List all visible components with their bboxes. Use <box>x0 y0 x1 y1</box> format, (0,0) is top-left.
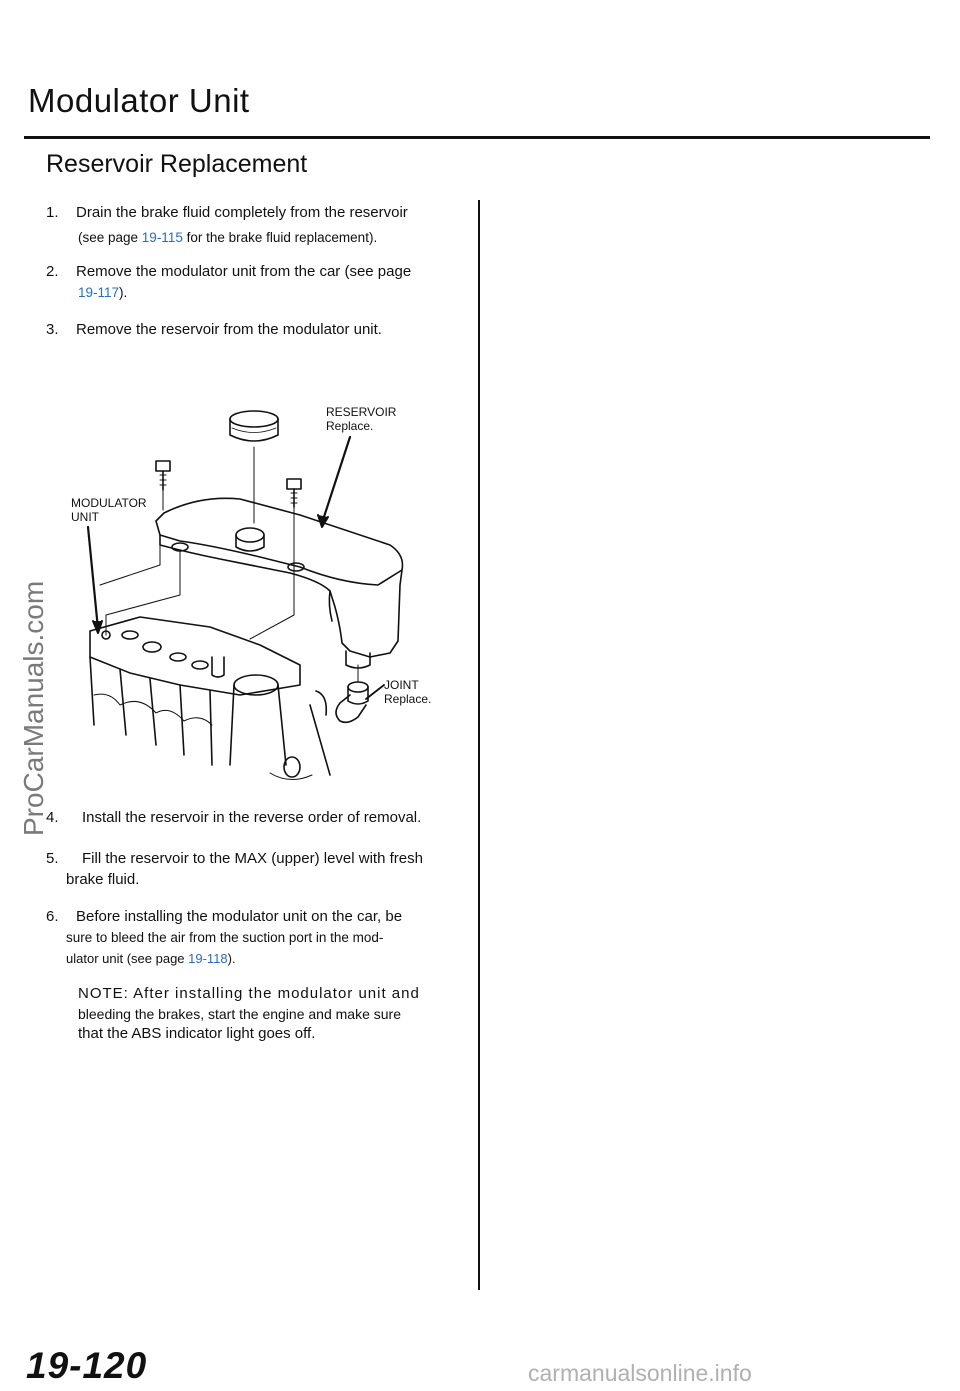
joint-label-title: JOINT <box>384 678 419 692</box>
modulator-label-line1: MODULATOR <box>71 496 147 510</box>
note-line-1: NOTE: After installing the modulator unit and <box>78 985 420 1002</box>
reservoir-body-drawing <box>156 498 403 668</box>
step-number: 6. <box>46 908 59 925</box>
step-text: Install the reservoir in the reverse order of removal. <box>82 809 422 826</box>
page-link-19-117[interactable]: 19-117 <box>78 285 120 300</box>
step-cont: brake fluid. <box>66 871 140 888</box>
step-text: Before installing the modulator unit on the car, be <box>76 908 403 925</box>
reservoir-diagram <box>60 395 460 795</box>
step-number: 4. <box>46 809 59 826</box>
note-line-2: bleeding the brakes, start the engine and make sure <box>78 1006 401 1022</box>
step-5 <box>46 849 448 889</box>
page-title: Modulator Unit <box>28 82 250 119</box>
step-cont: ). <box>227 951 236 966</box>
modulator-unit-drawing <box>90 617 330 780</box>
page-number: 19-120 <box>26 1345 148 1386</box>
reservoir-label-sub: Replace. <box>326 419 374 433</box>
reservoir-label-title: RESERVOIR <box>326 405 397 419</box>
joint-label-sub: Replace. <box>384 692 432 706</box>
step-text: Remove the reservoir from the modulator unit. <box>76 321 382 338</box>
step-text: Drain the brake fluid completely from the reservoir <box>76 204 408 221</box>
section-title: Reservoir Replacement <box>46 150 308 178</box>
reservoir-label <box>326 405 396 433</box>
joint-drawing <box>336 682 368 722</box>
page-link-19-115[interactable]: 19-115 <box>141 230 183 245</box>
column-divider <box>478 200 480 1290</box>
note-line-3: that the ABS indicator light goes off. <box>78 1025 316 1042</box>
modulator-unit-label <box>71 496 147 524</box>
title-rule <box>24 136 930 139</box>
step-line2: sure to bleed the air from the suction port in the mod- <box>66 930 384 945</box>
bolt-right-drawing <box>287 479 301 507</box>
step-number: 3. <box>46 321 59 338</box>
joint-label <box>384 678 431 706</box>
step-cont: (see page <box>78 230 142 245</box>
step-cont: for the brake fluid replacement). <box>182 230 378 245</box>
step-2 <box>46 262 448 302</box>
watermark-text: ProCarManuals.com <box>18 580 49 836</box>
step-text: Remove the modulator unit from the car (see page <box>76 263 412 280</box>
step-number: 5. <box>46 850 59 867</box>
step-cont: ). <box>119 285 128 300</box>
footer-watermark: carmanualsonline.info <box>528 1360 752 1386</box>
modulator-label-line2: UNIT <box>71 510 99 524</box>
bolt-left-drawing <box>156 461 170 490</box>
step-number: 2. <box>46 263 59 280</box>
side-watermark <box>14 580 54 840</box>
step-text: Fill the reservoir to the MAX (upper) level with fresh <box>82 850 423 867</box>
step-number: 1. <box>46 204 59 221</box>
step-1 <box>46 203 448 247</box>
step-3 <box>46 320 448 339</box>
step-6 <box>46 907 448 968</box>
step-4 <box>46 808 448 827</box>
page-link-19-118[interactable]: 19-118 <box>188 951 228 966</box>
step-cont: ulator unit (see page <box>66 951 189 966</box>
note <box>78 984 450 1044</box>
reservoir-cap-drawing <box>230 411 278 441</box>
